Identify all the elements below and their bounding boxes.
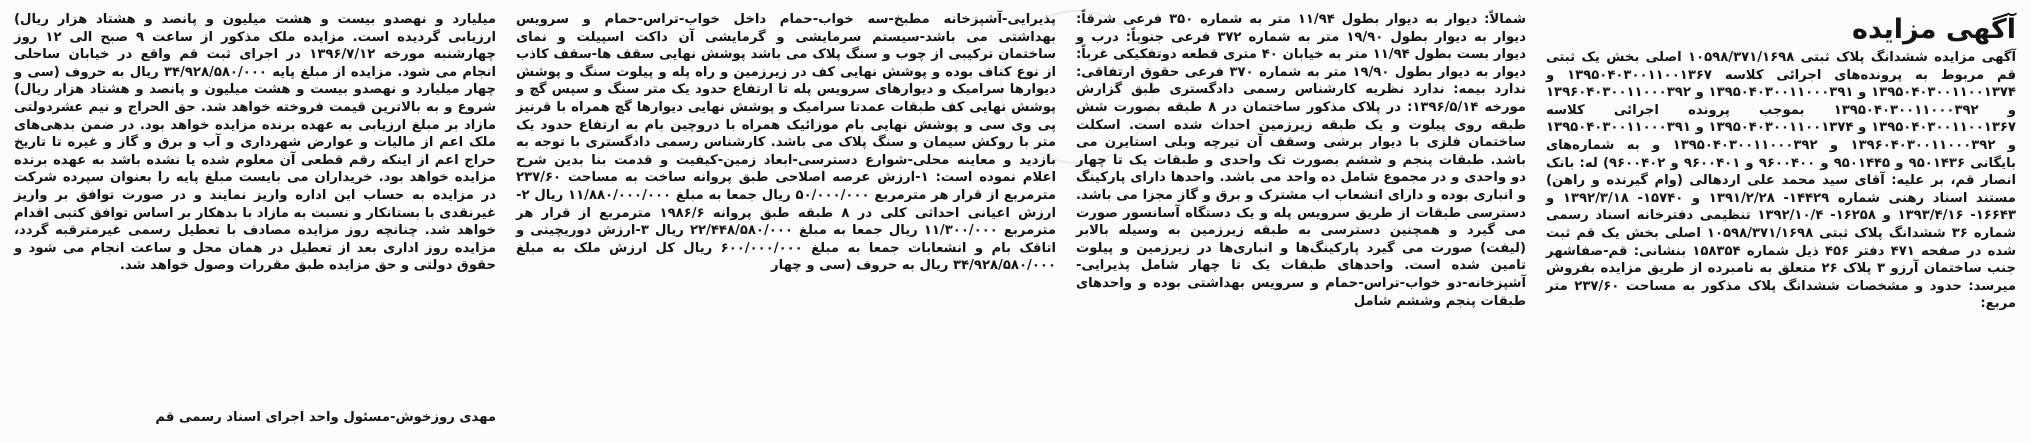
notice-text-column-2: شمالاً: دیوار به دیوار بطول ۱۱/۹۴ متر به شماره ۳۵۰ فرعی شرقاً: دیوار به دیوار بطول ۱۹/۹۰ متر به شماره ۳۷۲ فرعی جنوباً: درب و دیوار بست بطول ۱۱/۹۴ متر به خیابان ۴۰ متری قطعه دوتفکیکی غرباً: دیوار به دیوار بطول ۱۹/۹۰ متر به شماره ۳۷۰ فرعی حقوق ارتفاقی: ندارد بیمه: ندارد نظریه کارشناس رسمی دادگستری طبق گزارش مورخه ۱۳۹۶/۵/۱۴: در پلاک مذکور ساختمان در ۸ طبقه بصورت شش طبقه روی پیلوت و یک طبقه زیرزمین احداث شده است. اسکلت ساختمان فلزی با دیوار برشی وسقف آن تیرچه وبلی استایرن می باشد. طبقات پنجم و ششم بصورت تک واحدی و طبقات یک تا چهار دو واحدی و در مجموع شامل ده واحد می باشد. واحدها دارای پارکینگ و انباری بوده و دارای انشعاب اب مشترک و برق و گاز مجزا می باشد. دسترسی طبقات از طریق سرویس پله و یک دستگاه آسانسور صورت می گیرد و همچنین دسترسی به طبقه زیرزمین به وسیله بالابر (لیفت) صورت می گیرد پارکینگ‌ها و انباری‌ها در زیرزمین و پیلوت تامین شده است. واحدهای طبقات یک تا چهار شامل پذیرایی-آشپزخانه-دو خواب-تراس-حمام و سرویس بهداشتی بوده و واحدهای طبقات پنجم وششم شامل (1076, 12, 1526, 309)
notice-column-4 (6, 3, 506, 439)
notice-column-1 (1536, 3, 2024, 439)
notice-column-2 (1066, 3, 1536, 439)
notice-text-column-4: میلیارد و نهصدو بیست و هشت میلیون و پانصد و هشتاد هزار ریال) ارزیابی گردیده است. مزایده ملک مذکور از ساعت ۹ صبح الی ۱۲ روز چهارشنبه مورخه ۱۳۹۶/۷/۱۲ در اجرای ثبت قم واقع در خیابان ساحلی انجام می شود. مزایده از مبلغ پایه ۳۴/۹۲۸/۵۸۰/۰۰۰ ریال به حروف (سی و چهار میلیارد و نهصدو بیست و هشت میلیون و پانصد و هشتاد هزار ریال) شروع و به بالاترین قیمت فروخته خواهد شد. حق الحراج و نیم عشردولتی مازاد بر مبلغ ارزیابی به عهده برنده مزایده خواهد بود. در ضمن بدهی‌های ملک اعم از مالیات و عوارض شهرداری و آب و برق و گاز و غیره تا تاریخ حراج اعم از اینکه رقم قطعی آن معلوم شده یا نشده باشد به عهده برنده مزایده خواهد بود. خریداران می بایست مبلغ پایه را بعنوان سپرده شرکت در مزایده به حساب این اداره واریز نمایند و در صورت توافق بر واریز غیرنقدی با بستانکار و نسبت به مازاد با بدهکار بر اساس توافق کتبی اقدام خواهد شد. چنانچه روز مزایده مصادف با تعطیل رسمی غیرمترقبه گردد، مزایده روز اداری بعد از تعطیل در همان محل و ساعت انجام می شود و حقوق دولتی و حق مزایده طبق مقررات وصول خواهد شد. (14, 12, 496, 274)
notice-text-column-1: آگهی مزایده ششدانگ پلاک ثبتی ۱۰۵۹۸/۳۷۱/۱۶۹۸ اصلی بخش یک ثبتی قم مربوط به پرونده‌های اجرائی کلاسه ۱۳۹۵۰۴۰۳۰۰۱۱۰۰۱۳۶۷ و ۱۳۹۵۰۴۰۳۰۰۱۱۰۰۱۳۷۴ و ۱۳۹۵۰۴۰۳۰۰۱۱۰۰۰۳۹۱ و ۱۳۹۶۰۴۰۳۰۰۱۱۰۰۰۳۹۲ و ۱۳۹۵۰۴۰۳۰۰۱۱۰۰۰۳۹۲ بموجب پرونده اجرائی کلاسه ۱۳۹۵۰۴۰۳۰۰۱۱۰۰۱۳۶۷ و ۱۳۹۵۰۴۰۳۰۰۱۱۰۰۱۳۷۴ و ۱۳۹۵۰۴۰۳۰۰۱۱۰۰۰۳۹۱ و ۱۳۹۶۰۴۰۳۰۰۱۱۰۰۰۳۹۲ و ۱۳۹۵۰۴۰۳۰۰۱۱۰۰۰۳۹۲ و به شماره‌های بایگانی ۹۵۰۱۴۳۶ و ۹۵۰۱۴۴۵ و ۹۶۰۰۴۰۰ و ۹۶۰۰۴۰۱ و ۹۶۰۰۴۰۲) له: بانک انصار قم، بر علیه: آقای سید محمد علی اردهالی (وام گیرنده و راهن) مستند اسناد رهنی شماره ۱۴۴۲۹- ۱۳۹۱/۲/۲۸ و ۱۵۷۴۰- ۱۳۹۲/۳/۱۸ و ۱۶۶۴۳- ۱۳۹۳/۴/۱۶ و ۱۶۲۵۸- ۱۳۹۲/۱۰/۴ تنظیمی دفترخانه اسناد رسمی شماره ۳۶ ششدانگ پلاک ثبتی ۱۰۵۹۸/۳۷۱/۱۶۹۸ اصلی بخش یک قم ثبت شده در صفحه ۴۷۱ دفتر ۴۵۶ ذیل شماره ۱۵۸۳۵۴ بنشانی: قم-صفاشهر جنب ساختمان آرزو ۳ پلاک ۲۶ متعلق به نامبرده از طریق مزایده بفروش میرسد: حدود و مشخصات ششدانگ پلاک مذکور به مساحت ۲۳۷/۶۰ متر مربع: (1546, 50, 2017, 312)
notice-title: آگهی مزایده (1852, 14, 2016, 45)
notice-column-3 (506, 3, 1066, 439)
notice-signature: مهدی روزخوش-مسئول واحد اجرای اسناد رسمی قم (155, 410, 496, 426)
auction-notice (4, 3, 2024, 439)
notice-text-column-3: پذیرایی-آشپزخانه مطبخ-سه خواب-حمام داخل خواب-تراس-حمام و سرویس بهداشتی می باشد-سیستم سرمایشی و گرمایشی آن داکت اسپیلت و نمای ساختمان ترکیبی از چوب و سنگ پلاک می باشد پوشش نهایی سقف ها-سقف کاذب از نوع کناف بوده و پوشش نهایی کف در زیرزمین و راه پله و پیلوت سنگ و پوشش دیوارها سرامیک و دیوارهای سرویس پله تا ارتفاع حدود یک متر سنگ و سپس گچ و پوشش نهایی کف طبقات عمدتا سرامیک و پوشش نهایی دیوارها گچ همراه با قرنیز پی وی سی و پوشش نهایی بام موزائیک همراه با دروچین بام به ارتفاع حدود یک متر با روکش سیمان و سنگ پلاک می باشد. کارشناس رسمی دادگستری با توجه به بازدید و معاینه محلی-شوارع دسترسی-ابعاد زمین-کیفیت و قدمت بنا بدین شرح اعلام نموده است: ۱-ارزش عرصه اصلاحی طبق پروانه ساخت به مساحت ۲۳۷/۶۰ مترمربع از قرار هر مترمربع ۵۰/۰۰۰/۰۰۰ ریال جمعا به مبلغ ۱۱/۸۸۰/۰۰۰/۰۰۰ ریال ۲-ارزش اعیانی احداثی کلی در ۸ طبقه طبق پروانه ۱۹۸۶/۶ مترمربع از قرار هر مترمربع ۱۱/۳۰۰/۰۰۰ ریال جمعا به مبلغ ۲۲/۴۴۸/۵۸۰/۰۰۰ ریال ۳-ارزش دوریچینی و اتاقک بام و انشعابات جمعا به مبلغ ۶۰۰/۰۰۰/۰۰۰ ریال کل ارزش ملک به مبلغ ۳۴/۹۲۸/۵۸۰/۰۰۰ ریال به حروف (سی و چهار (516, 12, 1057, 274)
